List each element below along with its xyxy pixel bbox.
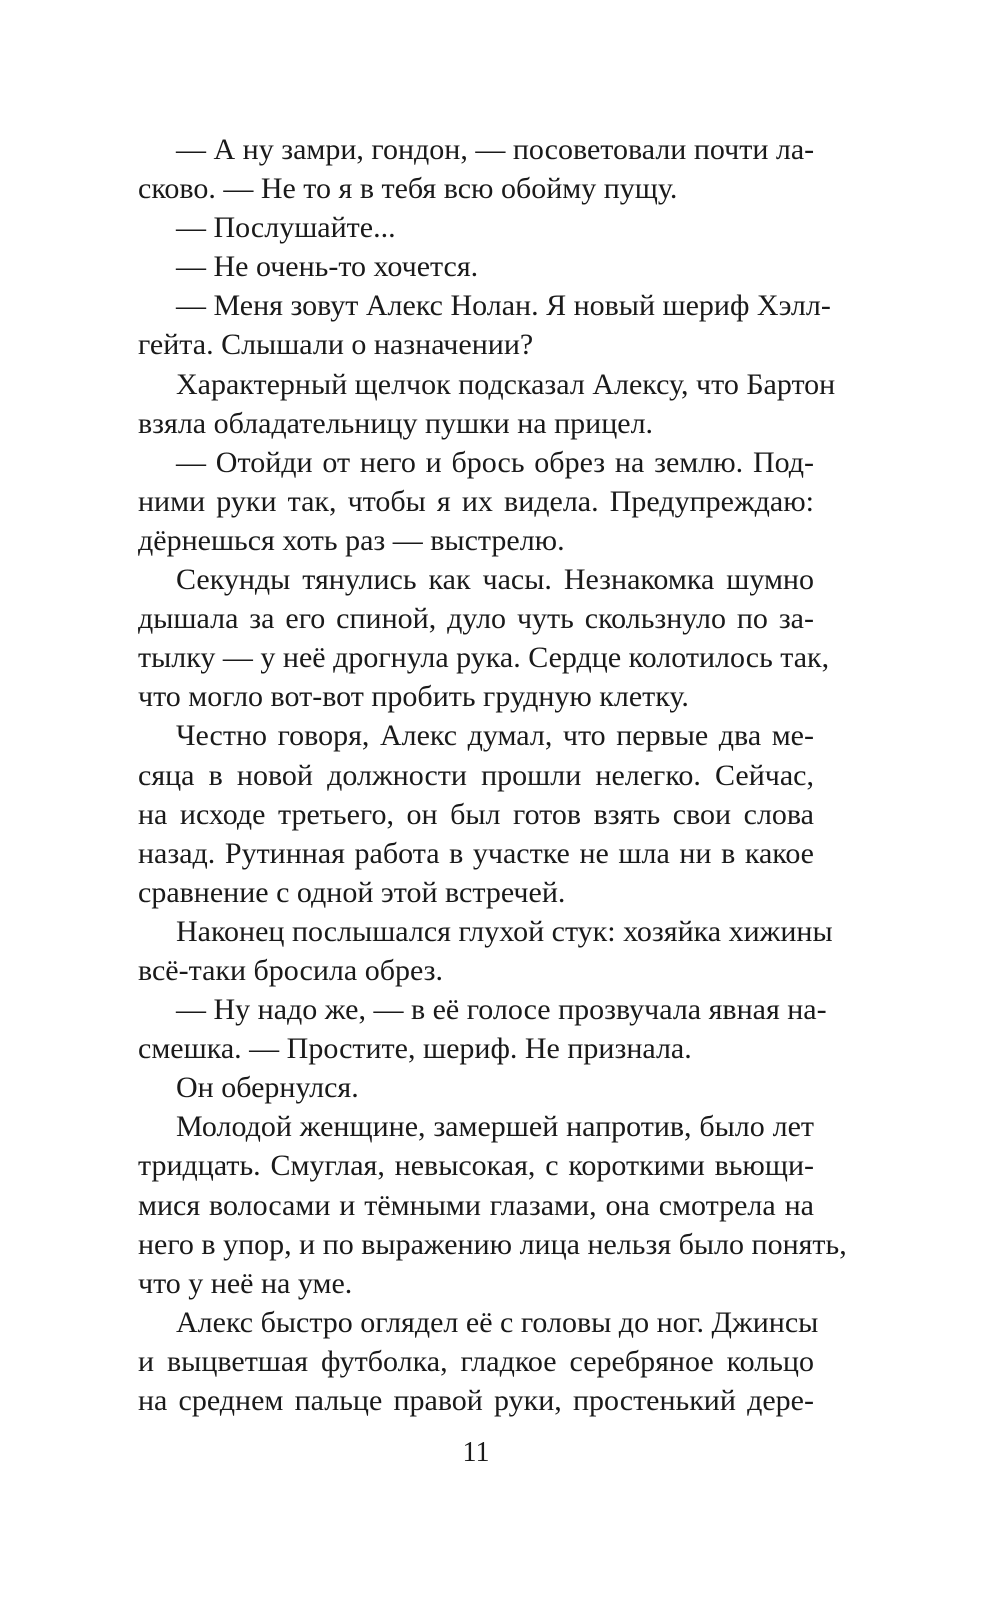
text-line: и выцветшая футболка, гладкое серебряное кольцо: [138, 1344, 814, 1378]
text-line: Секунды тянулись как часы. Незнакомка шумно: [176, 563, 814, 597]
text-line: сяца в новой должности прошли нелегко. Сейчас,: [138, 758, 814, 792]
text-line: Алекс быстро оглядел её с головы до ног. Джинсы: [176, 1305, 819, 1339]
text-line: него в упор, и по выражению лица нельзя было понять,: [138, 1227, 847, 1261]
body-text: [138, 130, 847, 1420]
text-line: дёрнешься хоть раз — выстрелю.: [138, 523, 565, 557]
text-line: Честно говоря, Алекс думал, что первые два ме-: [176, 719, 814, 753]
text-line: Молодой женщине, замершей напротив, было лет: [176, 1110, 814, 1144]
text-line: Наконец послышался глухой стук: хозяйка хижины: [176, 914, 833, 948]
text-line: Он обернулся.: [176, 1071, 359, 1105]
text-line: всё-таки бросила обрез.: [138, 953, 443, 987]
text-line: Характерный щелчок подсказал Алексу, что Бартон: [176, 367, 836, 401]
text-line: смешка. — Простите, шериф. Не признала.: [138, 1032, 692, 1066]
text-line: что у неё на уме.: [138, 1266, 353, 1300]
text-line: сравнение с одной этой встречей.: [138, 875, 566, 909]
text-line: — А ну замри, гондон, — посоветовали почти ла-: [176, 133, 815, 166]
text-line: — Ну надо же, — в её голосе прозвучала явная на-: [176, 993, 827, 1027]
text-line: на исходе третьего, он был готов взять свои слова: [138, 797, 814, 831]
text-line: что могло вот-вот пробить грудную клетку.: [138, 680, 689, 714]
text-line: дышала за его спиной, дуло чуть скользнуло по за-: [138, 602, 814, 636]
text-line: — Не очень-то хочется.: [176, 250, 479, 284]
text-line: — Меня зовут Алекс Нолан. Я новый шериф Хэлл-: [176, 289, 831, 323]
text-line: сково. — Не то я в тебя всю обойму пущу.: [138, 172, 678, 206]
text-line: назад. Рутинная работа в участке не шла ни в какое: [138, 836, 814, 870]
text-line: на среднем пальце правой руки, простенький дере-: [138, 1384, 814, 1417]
text-line: гейта. Слышали о назначении?: [138, 328, 534, 362]
text-line: ними руки так, чтобы я их видела. Предупреждаю:: [138, 484, 814, 518]
text-line: тридцать. Смуглая, невысокая, с короткими вьющи-: [138, 1149, 814, 1183]
text-line: тылку — у неё дрогнула рука. Сердце колотилось так,: [138, 641, 830, 675]
text-line: мися волосами и тёмными глазами, она смотрела на: [138, 1188, 814, 1222]
page-number: 11: [462, 1437, 490, 1468]
text-line: — Отойди от него и брось обрез на землю. Под-: [176, 445, 814, 479]
text-line: взяла обладательницу пушки на прицел.: [138, 406, 654, 440]
text-line: — Послушайте...: [176, 211, 396, 245]
